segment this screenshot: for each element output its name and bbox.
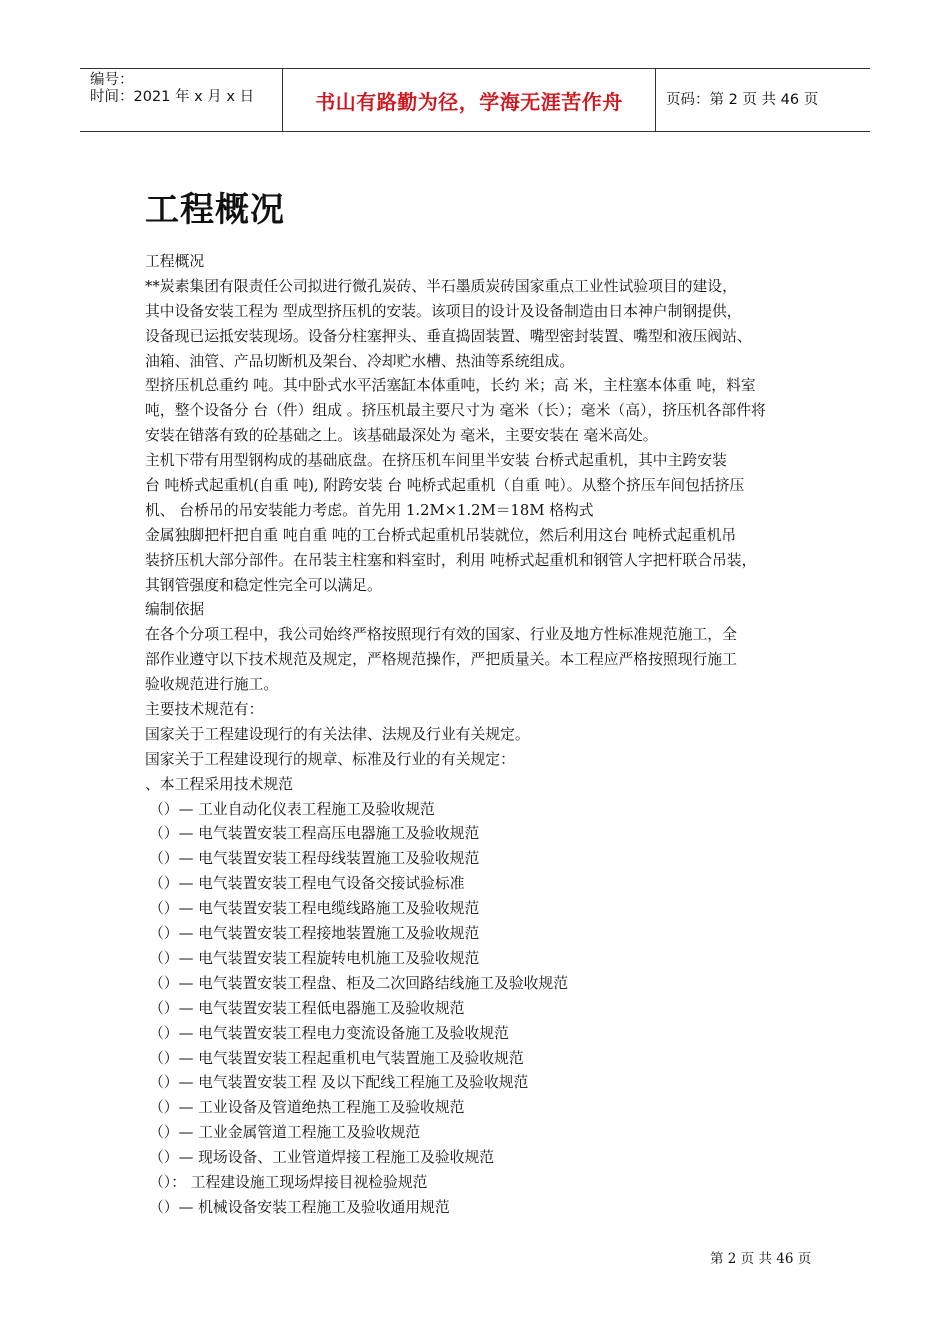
body-line: 安装在错落有致的砼基础之上。该基础最深处为 毫米，主要安装在 毫米高处。 — [145, 427, 658, 445]
body-line: 国家关于工程建设现行的有关法律、法规及行业有关规定。 — [145, 725, 530, 743]
body-line: 在各个分项工程中，我公司始终严格按照现行有效的国家、行业及地方性标准规范施工，全 — [145, 626, 737, 644]
spec-list-item: （）— 工业金属管道工程施工及验收规范 — [149, 1124, 421, 1142]
body-line: 吨，整个设备分 台（件）组成 。挤压机最主要尺寸为 毫米（长）；毫米（高），挤压机各部件将 — [145, 402, 766, 420]
spec-list-item: （）— 工业自动化仪表工程施工及验收规范 — [149, 800, 435, 818]
spec-list-item: （）— 电气装置安装工程电气设备交接试验标准 — [149, 875, 465, 893]
document-body — [145, 250, 825, 1221]
header-meta-cell — [80, 69, 283, 131]
header-page-cell — [656, 69, 870, 131]
body-line: 型挤压机总重约 吨。其中卧式水平活塞缸本体重吨，长约 米；高 米，主柱塞本体重 吨，料室 — [145, 377, 756, 395]
header-motto-cell — [283, 69, 656, 131]
spec-list-item: （）— 电气装置安装工程低电器施工及验收规范 — [149, 999, 465, 1017]
page-header — [80, 68, 870, 132]
body-line: 工程概况 — [145, 253, 205, 270]
body-line: 设备现已运抵安装现场。设备分柱塞押头、垂直捣固装置、嘴型密封装置、嘴型和液压阀站、 — [145, 327, 752, 345]
spec-list-item: （）— 工业设备及管道绝热工程施工及验收规范 — [149, 1099, 465, 1117]
spec-list-item: （）— 电气装置安装工程接地装置施工及验收规范 — [149, 925, 480, 943]
body-line: 验收规范进行施工。 — [145, 676, 279, 694]
body-line: 其中设备安装工程为 型成型挤压机的安装。该项目的设计及设备制造由日本神户制钢提供， — [145, 302, 742, 320]
body-line: 装挤压机大部分部件。在吊装主柱塞和料室时，利用 吨桥式起重机和钢管人字把杆联合吊装， — [145, 551, 757, 569]
page-title: 工程概况 — [145, 190, 285, 230]
spec-list-item: （）— 电气装置安装工程旋转电机施工及验收规范 — [149, 949, 480, 967]
page-footer: 第 2 页 共 46 页 — [710, 1251, 812, 1267]
body-line: 机、 台桥吊的吊安装能力考虑。首先用 1.2M×1.2M＝18M 格构式 — [145, 501, 594, 519]
body-line: 主要技术规范有： — [145, 701, 264, 719]
body-line: 油箱、油管、产品切断机及架台、冷却贮水槽、热油等系统组成。 — [145, 352, 575, 370]
spec-list-item: （）— 电气装置安装工程高压电器施工及验收规范 — [149, 825, 480, 843]
body-line: 主机下带有用型钢构成的基础底盘。在挤压机车间里半安装 台桥式起重机，其中主跨安装 — [145, 452, 727, 470]
body-line: 、本工程采用技术规范 — [145, 775, 293, 793]
body-line: 其钢管强度和稳定性完全可以满足。 — [145, 576, 382, 594]
spec-list-item: （）— 机械设备安装工程施工及验收通用规范 — [149, 1198, 450, 1216]
spec-list-item: （）— 电气装置安装工程 及以下配线工程施工及验收规范 — [149, 1074, 529, 1092]
spec-list-item: （）— 现场设备、工业管道焊接工程施工及验收规范 — [149, 1149, 495, 1167]
body-line: 编制依据 — [145, 601, 205, 619]
body-line: 金属独脚把杆把自重 吨自重 吨的工台桥式起重机吊装就位，然后利用这台 吨桥式起重机吊 — [145, 526, 737, 544]
spec-list-item: （）— 电气装置安装工程母线装置施工及验收规范 — [149, 850, 480, 868]
spec-list-item: （）— 电气装置安装工程盘、柜及二次回路结线施工及验收规范 — [149, 974, 569, 992]
body-line: 国家关于工程建设现行的规章、标准及行业的有关规定： — [145, 750, 515, 768]
spec-list-item: （）— 电气装置安装工程起重机电气装置施工及验收规范 — [149, 1049, 524, 1067]
body-line: **炭素集团有限责任公司拟进行微孔炭砖、半石墨质炭砖国家重点工业性试验项目的建设， — [145, 277, 737, 295]
header-page-number: 页码：第 2 页 共 46 页 — [666, 91, 819, 108]
document-number-label: 编号： — [90, 72, 134, 88]
spec-list-item: （）： 工程建设施工现场焊接目视检验规范 — [149, 1173, 428, 1191]
body-line: 部作业遵守以下技术规范及规定，严格规范操作，严把质量关。本工程应严格按照现行施工 — [145, 651, 737, 669]
document-time-label: 时间：2021 年 x 月 x 日 — [90, 89, 255, 105]
spec-list-item: （）— 电气装置安装工程电力变流设备施工及验收规范 — [149, 1024, 509, 1042]
spec-list-item: （）— 电气装置安装工程电缆线路施工及验收规范 — [149, 900, 480, 918]
body-line: 台 吨桥式起重机(自重 吨), 附跨安装 台 吨桥式起重机（自重 吨）。从整个挤压车间包括挤压 — [145, 477, 745, 495]
header-motto: 书山有路勤为径，学海无涯苦作舟 — [315, 89, 623, 114]
